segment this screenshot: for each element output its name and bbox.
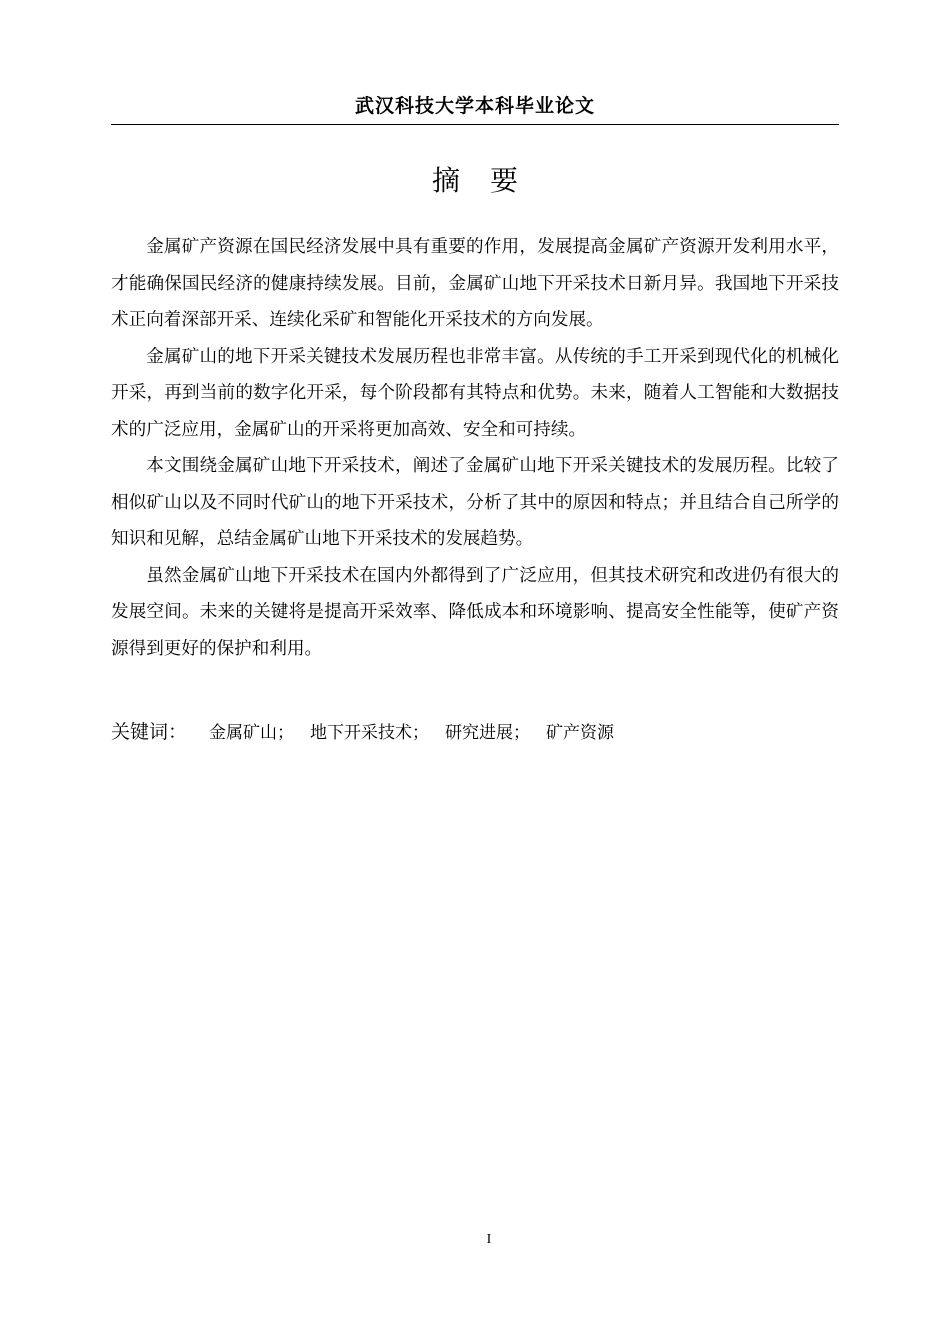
abstract-title: [111, 161, 839, 201]
abstract-title-part2: 要: [490, 164, 519, 197]
abstract-paragraph-3: 本文围绕金属矿山地下开采技术，阐述了金属矿山地下开采关键技术的发展历程。比较了相似矿山以及不同时代矿山的地下开采技术，分析了其中的原因和特点；并且结合自己所学的知识和见解，总结金属矿山地下开采技术的发展趋势。: [111, 456, 839, 549]
page-number: I: [486, 1232, 492, 1247]
abstract-title-part1: 摘: [431, 164, 460, 197]
abstract-paragraph-4: 虽然金属矿山地下开采技术在国内外都得到了广泛应用，但其技术研究和改进仍有很大的发展空间。未来的关键将是提高开采效率、降低成本和环境影响、提高安全性能等，使矿产资源得到更好的保护和利用。: [111, 565, 839, 659]
abstract-paragraph-1: 金属矿产资源在国民经济发展中具有重要的作用，发展提高金属矿产资源开发利用水平，才能确保国民经济的健康持续发展。目前，金属矿山地下开采技术日新月异。我国地下开采技术正向着深部开采、连续化采矿和智能化开采技术的方向发展。: [111, 237, 839, 330]
keyword-item: 金属矿山；: [209, 723, 295, 743]
abstract-paragraph-2: 金属矿山的地下开采关键技术发展历程也非常丰富。从传统的手工开采到现代化的机械化开采，再到当前的数字化开采，每个阶段都有其特点和优势。未来，随着人工智能和大数据技术的广泛应用，金属矿山的开采将更加高效、安全和可持续。: [111, 346, 839, 440]
header-rule: [111, 124, 839, 125]
abstract-body: [111, 229, 839, 667]
keyword-item: 地下开采技术；: [310, 723, 430, 743]
keyword-item: 研究进展；: [445, 723, 531, 743]
keywords-label: 关键词：: [111, 721, 188, 743]
running-header: 武汉科技大学本科毕业论文: [354, 95, 595, 117]
keyword-item: 矿产资源: [546, 723, 615, 743]
keywords-line: [111, 714, 839, 751]
